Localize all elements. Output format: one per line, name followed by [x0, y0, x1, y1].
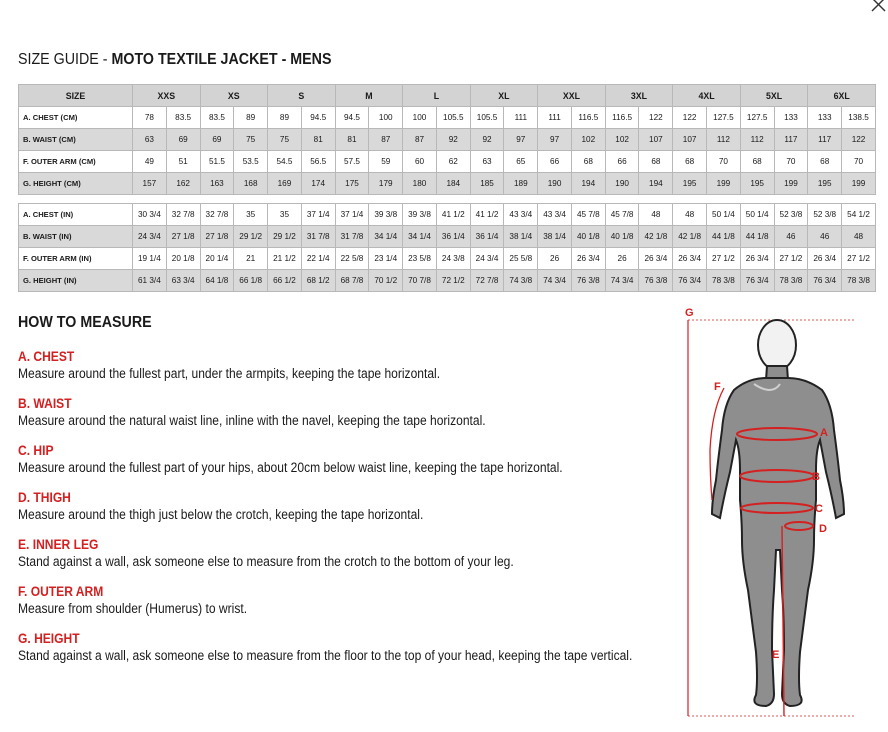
- table-row: [19, 173, 876, 195]
- table-cell: 162: [166, 173, 200, 195]
- table-cell: 37 1/4: [301, 204, 335, 226]
- table-cell: 42 1/8: [639, 226, 673, 248]
- row-label: A. CHEST (IN): [19, 204, 133, 226]
- table-cell: 185: [470, 173, 504, 195]
- table-cell: 70: [707, 151, 741, 173]
- table-cell: 48: [673, 204, 707, 226]
- table-cell: 54.5: [268, 151, 302, 173]
- table-cell: 97: [538, 129, 572, 151]
- table-cell: 195: [673, 173, 707, 195]
- table-cell: 27 1/2: [774, 248, 808, 270]
- size-header-3xl: 3XL: [605, 85, 673, 107]
- table-cell: 26 3/4: [673, 248, 707, 270]
- table-cell: 26 3/4: [571, 248, 605, 270]
- table-cell: 41 1/2: [436, 204, 470, 226]
- table-cell: 92: [436, 129, 470, 151]
- table-cell: 81: [301, 129, 335, 151]
- measure-description: Stand against a wall, ask someone else to measure from the floor to the top of your head, keeping the tape vertical.: [18, 648, 633, 663]
- table-cell: 174: [301, 173, 335, 195]
- table-cell: 94.5: [301, 107, 335, 129]
- measure-title: D. THIGH: [18, 490, 71, 505]
- table-cell: 74 3/4: [538, 270, 572, 292]
- table-cell: 89: [234, 107, 268, 129]
- table-cell: 102: [605, 129, 639, 151]
- measure-item: [18, 630, 678, 664]
- table-cell: 29 1/2: [268, 226, 302, 248]
- table-cell: 52 3/8: [808, 204, 842, 226]
- table-cell: 27 1/2: [842, 248, 876, 270]
- label-c: C: [815, 503, 823, 515]
- size-header-label: SIZE: [19, 85, 133, 107]
- table-cell: 50 1/4: [740, 204, 774, 226]
- table-cell: 190: [605, 173, 639, 195]
- table-cell: 70 7/8: [403, 270, 437, 292]
- table-cell: 199: [707, 173, 741, 195]
- size-header-6xl: 6XL: [808, 85, 876, 107]
- table-cell: 40 1/8: [571, 226, 605, 248]
- table-cell: 68 1/2: [301, 270, 335, 292]
- table-cell: 64 1/8: [200, 270, 234, 292]
- table-cell: 36 1/4: [470, 226, 504, 248]
- table-row: [19, 204, 876, 226]
- measure-title: A. CHEST: [18, 349, 75, 364]
- table-cell: 34 1/4: [369, 226, 403, 248]
- table-cell: 117: [808, 129, 842, 151]
- measure-title: C. HIP: [18, 443, 54, 458]
- table-cell: 112: [740, 129, 774, 151]
- table-cell: 26 3/4: [639, 248, 673, 270]
- table-cell: 75: [234, 129, 268, 151]
- table-cell: 112: [707, 129, 741, 151]
- table-cell: 27 1/8: [200, 226, 234, 248]
- table-cell: 133: [808, 107, 842, 129]
- table-cell: 78: [133, 107, 167, 129]
- measure-description: Measure from shoulder (Humerus) to wrist.: [18, 601, 248, 616]
- table-cell: 63: [133, 129, 167, 151]
- table-cell: 138.5: [842, 107, 876, 129]
- measure-item: [18, 395, 678, 429]
- table-cell: 70 1/2: [369, 270, 403, 292]
- close-icon: [868, 0, 888, 16]
- measure-description: Stand against a wall, ask someone else to measure from the crotch to the bottom of your leg.: [18, 554, 514, 569]
- table-cell: 68: [571, 151, 605, 173]
- size-table: [18, 84, 876, 292]
- table-cell: 22 5/8: [335, 248, 369, 270]
- table-row: [19, 107, 876, 129]
- table-cell: 38 1/4: [504, 226, 538, 248]
- table-cell: 81: [335, 129, 369, 151]
- table-cell: 189: [504, 173, 538, 195]
- table-cell: 57.5: [335, 151, 369, 173]
- table-cell: 133: [774, 107, 808, 129]
- table-cell: 107: [639, 129, 673, 151]
- table-cell: 27 1/8: [166, 226, 200, 248]
- table-row: [19, 248, 876, 270]
- table-cell: 102: [571, 129, 605, 151]
- table-cell: 69: [200, 129, 234, 151]
- body-measure-illustration: [676, 300, 866, 725]
- table-cell: 43 3/4: [504, 204, 538, 226]
- table-cell: 65: [504, 151, 538, 173]
- row-label: F. OUTER ARM (IN): [19, 248, 133, 270]
- table-spacer: [19, 195, 876, 204]
- table-cell: 66: [605, 151, 639, 173]
- table-cell: 92: [470, 129, 504, 151]
- table-cell: 45 7/8: [605, 204, 639, 226]
- table-cell: 163: [200, 173, 234, 195]
- table-cell: 68 7/8: [335, 270, 369, 292]
- table-cell: 26: [538, 248, 572, 270]
- table-row: [19, 151, 876, 173]
- table-cell: 180: [403, 173, 437, 195]
- table-cell: 32 7/8: [200, 204, 234, 226]
- table-cell: 49: [133, 151, 167, 173]
- table-cell: 45 7/8: [571, 204, 605, 226]
- label-f: F: [714, 381, 721, 393]
- table-cell: 100: [369, 107, 403, 129]
- how-to-heading: HOW TO MEASURE: [18, 314, 152, 331]
- table-row: [19, 226, 876, 248]
- measure-description: Measure around the thigh just below the crotch, keeping the tape horizontal.: [18, 507, 424, 522]
- table-cell: 190: [538, 173, 572, 195]
- table-cell: 107: [673, 129, 707, 151]
- table-cell: 78 3/8: [707, 270, 741, 292]
- size-header-xs: XS: [200, 85, 268, 107]
- table-cell: 66 1/2: [268, 270, 302, 292]
- label-d: D: [819, 523, 827, 535]
- table-cell: 63: [470, 151, 504, 173]
- size-header-l: L: [403, 85, 471, 107]
- measure-item: [18, 489, 678, 523]
- size-header-xxs: XXS: [133, 85, 201, 107]
- table-cell: 105.5: [470, 107, 504, 129]
- table-cell: 68: [740, 151, 774, 173]
- table-cell: 199: [774, 173, 808, 195]
- table-cell: 52 3/8: [774, 204, 808, 226]
- measure-item: [18, 348, 678, 382]
- table-cell: 83.5: [166, 107, 200, 129]
- table-cell: 61 3/4: [133, 270, 167, 292]
- table-cell: 19 1/4: [133, 248, 167, 270]
- size-header-xxl: XXL: [538, 85, 606, 107]
- measure-item: [18, 442, 678, 476]
- measure-description: Measure around the fullest part of your hips, about 20cm below waist line, keeping the tape horizontal.: [18, 460, 563, 475]
- table-cell: 68: [673, 151, 707, 173]
- table-cell: 26 3/4: [808, 248, 842, 270]
- table-cell: 41 1/2: [470, 204, 504, 226]
- how-to-measure-section: [18, 314, 678, 677]
- table-cell: 37 1/4: [335, 204, 369, 226]
- table-cell: 74 3/8: [504, 270, 538, 292]
- table-cell: 60: [403, 151, 437, 173]
- table-cell: 116.5: [605, 107, 639, 129]
- table-cell: 36 1/4: [436, 226, 470, 248]
- table-cell: 20 1/4: [200, 248, 234, 270]
- size-header-xl: XL: [470, 85, 538, 107]
- label-e: E: [772, 649, 780, 661]
- table-cell: 87: [369, 129, 403, 151]
- table-cell: 51.5: [200, 151, 234, 173]
- table-cell: 39 3/8: [369, 204, 403, 226]
- table-cell: 69: [166, 129, 200, 151]
- size-header-5xl: 5XL: [740, 85, 808, 107]
- table-cell: 20 1/8: [166, 248, 200, 270]
- row-label: G. HEIGHT (IN): [19, 270, 133, 292]
- size-header-m: M: [335, 85, 403, 107]
- table-cell: 100: [403, 107, 437, 129]
- table-cell: 24 3/4: [133, 226, 167, 248]
- table-cell: 68: [639, 151, 673, 173]
- table-cell: 75: [268, 129, 302, 151]
- table-cell: 179: [369, 173, 403, 195]
- table-cell: 111: [504, 107, 538, 129]
- table-cell: 42 1/8: [673, 226, 707, 248]
- row-label: G. HEIGHT (CM): [19, 173, 133, 195]
- table-cell: 117: [774, 129, 808, 151]
- table-cell: 127.5: [740, 107, 774, 129]
- table-cell: 89: [268, 107, 302, 129]
- table-cell: 195: [740, 173, 774, 195]
- table-cell: 175: [335, 173, 369, 195]
- table-cell: 72 7/8: [470, 270, 504, 292]
- table-cell: 157: [133, 173, 167, 195]
- measure-list: [18, 348, 678, 664]
- spacer-cell: [19, 195, 876, 204]
- table-cell: 194: [571, 173, 605, 195]
- table-cell: 168: [234, 173, 268, 195]
- table-cell: 83.5: [200, 107, 234, 129]
- table-cell: 35: [234, 204, 268, 226]
- table-cell: 70: [774, 151, 808, 173]
- measure-description: Measure around the natural waist line, inline with the navel, keeping the tape horizontal.: [18, 413, 486, 428]
- measure-description: Measure around the fullest part, under the armpits, keeping the tape horizontal.: [18, 366, 441, 381]
- table-cell: 51: [166, 151, 200, 173]
- measure-title: B. WAIST: [18, 396, 72, 411]
- label-g: G: [685, 307, 694, 319]
- table-cell: 199: [842, 173, 876, 195]
- page-title: [18, 51, 331, 69]
- measure-title: G. HEIGHT: [18, 631, 80, 646]
- table-cell: 48: [842, 226, 876, 248]
- measure-title: E. INNER LEG: [18, 537, 99, 552]
- size-header-4xl: 4XL: [673, 85, 741, 107]
- table-cell: 46: [774, 226, 808, 248]
- table-row: [19, 270, 876, 292]
- table-cell: 111: [538, 107, 572, 129]
- table-cell: 43 3/4: [538, 204, 572, 226]
- label-a: A: [820, 427, 828, 439]
- table-cell: 169: [268, 173, 302, 195]
- table-cell: 44 1/8: [707, 226, 741, 248]
- title-product: MOTO TEXTILE JACKET - MENS: [111, 51, 332, 68]
- label-b: B: [812, 471, 820, 483]
- table-cell: 54 1/2: [842, 204, 876, 226]
- table-cell: 24 3/4: [470, 248, 504, 270]
- table-cell: 97: [504, 129, 538, 151]
- table-cell: 39 3/8: [403, 204, 437, 226]
- table-cell: 76 3/4: [808, 270, 842, 292]
- table-cell: 87: [403, 129, 437, 151]
- row-label: B. WAIST (IN): [19, 226, 133, 248]
- table-cell: 23 5/8: [403, 248, 437, 270]
- table-cell: 29 1/2: [234, 226, 268, 248]
- table-cell: 94.5: [335, 107, 369, 129]
- table-cell: 32 7/8: [166, 204, 200, 226]
- table-cell: 23 1/4: [369, 248, 403, 270]
- table-cell: 35: [268, 204, 302, 226]
- table-cell: 78 3/8: [842, 270, 876, 292]
- table-cell: 31 7/8: [301, 226, 335, 248]
- table-cell: 31 7/8: [335, 226, 369, 248]
- table-cell: 76 3/4: [673, 270, 707, 292]
- table-cell: 21: [234, 248, 268, 270]
- body-figure: [676, 300, 866, 725]
- table-cell: 76 3/4: [740, 270, 774, 292]
- row-label: F. OUTER ARM (CM): [19, 151, 133, 173]
- table-cell: 44 1/8: [740, 226, 774, 248]
- table-cell: 72 1/2: [436, 270, 470, 292]
- table-cell: 122: [673, 107, 707, 129]
- table-cell: 59: [369, 151, 403, 173]
- table-cell: 62: [436, 151, 470, 173]
- table-cell: 50 1/4: [707, 204, 741, 226]
- table-cell: 76 3/8: [639, 270, 673, 292]
- measure-item: [18, 536, 678, 570]
- table-cell: 27 1/2: [707, 248, 741, 270]
- table-cell: 76 3/8: [571, 270, 605, 292]
- table-cell: 46: [808, 226, 842, 248]
- row-label: A. CHEST (CM): [19, 107, 133, 129]
- table-cell: 74 3/4: [605, 270, 639, 292]
- size-header-row: [19, 85, 876, 107]
- table-cell: 26: [605, 248, 639, 270]
- table-cell: 70: [842, 151, 876, 173]
- table-cell: 78 3/8: [774, 270, 808, 292]
- table-row: [19, 129, 876, 151]
- table-cell: 21 1/2: [268, 248, 302, 270]
- table-cell: 194: [639, 173, 673, 195]
- title-prefix: SIZE GUIDE -: [18, 51, 112, 68]
- table-cell: 122: [639, 107, 673, 129]
- table-cell: 66 1/8: [234, 270, 268, 292]
- table-cell: 53.5: [234, 151, 268, 173]
- table-cell: 24 3/8: [436, 248, 470, 270]
- measure-title: F. OUTER ARM: [18, 584, 104, 599]
- size-table-body: [19, 107, 876, 292]
- table-cell: 127.5: [707, 107, 741, 129]
- row-label: B. WAIST (CM): [19, 129, 133, 151]
- table-cell: 63 3/4: [166, 270, 200, 292]
- table-cell: 34 1/4: [403, 226, 437, 248]
- table-cell: 26 3/4: [740, 248, 774, 270]
- table-cell: 122: [842, 129, 876, 151]
- table-cell: 48: [639, 204, 673, 226]
- table-cell: 56.5: [301, 151, 335, 173]
- table-cell: 116.5: [571, 107, 605, 129]
- table-cell: 184: [436, 173, 470, 195]
- size-header-s: S: [268, 85, 336, 107]
- table-cell: 68: [808, 151, 842, 173]
- table-cell: 38 1/4: [538, 226, 572, 248]
- table-cell: 25 5/8: [504, 248, 538, 270]
- table-cell: 22 1/4: [301, 248, 335, 270]
- close-button[interactable]: [868, 0, 888, 16]
- table-cell: 66: [538, 151, 572, 173]
- measure-item: [18, 583, 678, 617]
- table-cell: 30 3/4: [133, 204, 167, 226]
- table-cell: 40 1/8: [605, 226, 639, 248]
- table-cell: 195: [808, 173, 842, 195]
- table-cell: 105.5: [436, 107, 470, 129]
